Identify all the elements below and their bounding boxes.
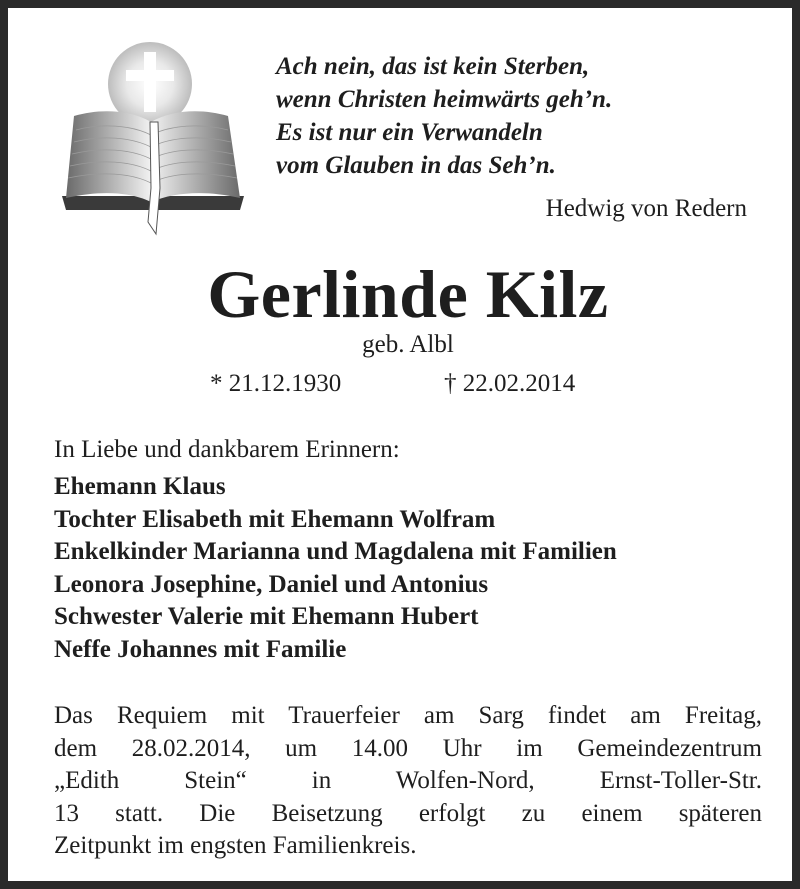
mourner-line: Leonora Josephine, Daniel und Antonius [54,570,489,598]
mourner-line: Ehemann Klaus [54,473,226,500]
service-line: „Edith Stein“ in Wolfen-Nord, Ernst-Toller-Str. [54,767,762,794]
poem-author: Hedwig von Redern [545,195,747,222]
mourners-list [54,471,617,666]
service-announcement [54,700,762,863]
poem-line: Es ist nur ein Verwandeln [276,119,543,146]
service-line: dem 28.02.2014, um 14.00 Uhr im Gemeindezentrum [54,734,762,762]
birth-name: geb. Albl [362,331,454,358]
death-date: † 22.02.2014 [444,370,576,397]
birth-date: * 21.12.1930 [210,370,342,397]
poem [276,50,776,182]
mourner-line: Neffe Johannes mit Familie [54,635,347,663]
service-line: Das Requiem mit Trauerfeier am Sarg findet am Freitag, [54,702,762,729]
mourner-line: Tochter Elisabeth mit Ehemann Wolfram [54,505,496,533]
poem-line: Ach nein, das ist kein Sterben, [276,53,590,80]
deceased-name: Gerlinde Kilz [207,256,609,332]
bible-with-cross-icon [56,38,252,238]
mourner-line: Enkelkinder Marianna und Magdalena mit Familien [54,538,617,565]
service-line: Zeitpunkt im engsten Familienkreis. [54,832,417,859]
poem-line: vom Glauben in das Seh’n. [276,152,556,179]
mourner-line: Schwester Valerie mit Ehemann Hubert [54,603,479,630]
mourners-intro: In Liebe und dankbarem Erinnern: [54,436,400,463]
service-line: 13 statt. Die Beisetzung erfolgt zu einem späteren [54,799,762,827]
poem-line: wenn Christen heimwärts geh’n. [276,86,613,113]
